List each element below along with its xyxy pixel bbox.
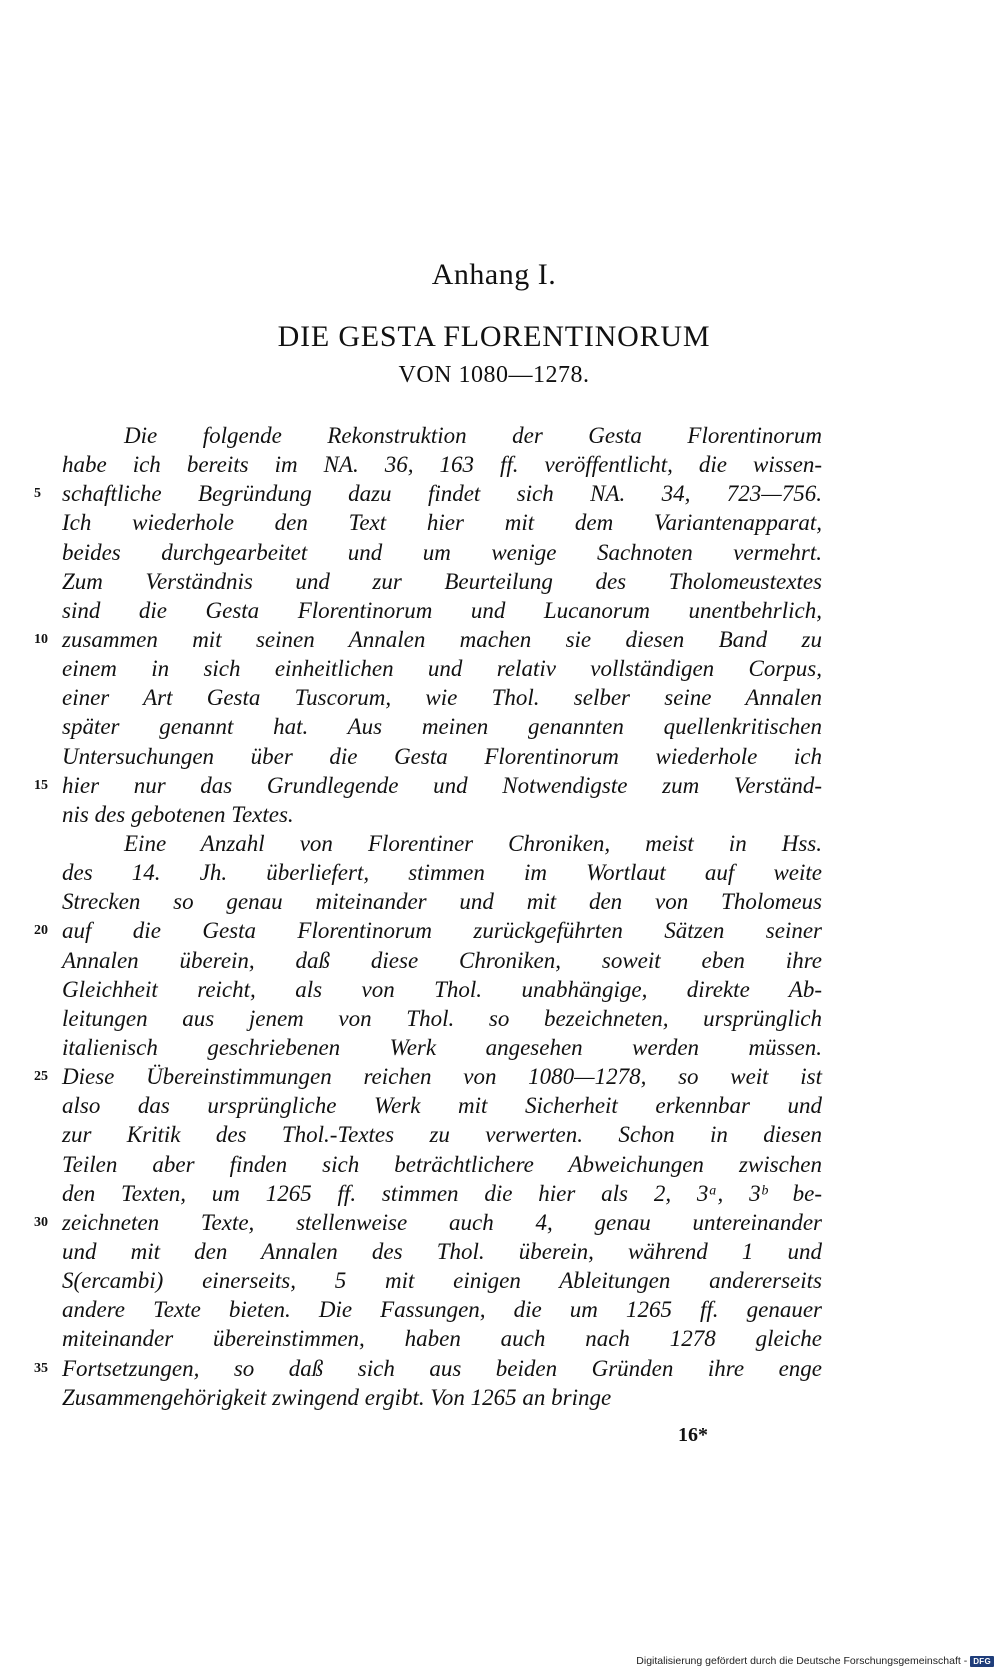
line-text: Diese Übereinstimmungen reichen von 1080—1278, so weit ist (62, 1064, 822, 1090)
line-number: 15 (34, 777, 48, 793)
line-text: zeichneten Texte, stellenweise auch 4, genau untereinander (62, 1209, 822, 1235)
text-line (62, 508, 822, 537)
line-text: Untersuchungen über die Gesta Florentinorum wiederhole ich (62, 743, 822, 769)
text-line (34, 1354, 822, 1383)
text-line (62, 421, 822, 450)
line-text: des 14. Jh. überliefert, stimmen im Wortlaut auf weite (62, 860, 822, 886)
text-line (62, 1237, 822, 1266)
line-text: zusammen mit seinen Annalen machen sie diesen Band zu (62, 626, 822, 652)
text-line (62, 1004, 822, 1033)
text-line (34, 771, 822, 800)
text-line (62, 1033, 822, 1062)
page-subtitle (0, 362, 1000, 389)
line-text: andere Texte bieten. Die Fassungen, die um 1265 ff. genauer (62, 1297, 822, 1323)
line-text: habe ich bereits im NA. 36, 163 ff. veröffentlicht, die wissen- (62, 452, 822, 478)
text-line (62, 800, 822, 829)
line-text: zur Kritik des Thol.-Textes zu verwerten. Schon in diesen (62, 1122, 822, 1148)
line-text: einem in sich einheitlichen und relativ vollständigen Corpus, (62, 656, 822, 682)
line-text: nis des gebotenen Textes. (62, 801, 294, 827)
dfg-logo: DFG (970, 1656, 994, 1667)
page-number: 16* (678, 1424, 708, 1446)
text-line (62, 1179, 822, 1208)
line-number: 5 (34, 486, 41, 502)
line-text: Fortsetzungen, so daß sich aus beiden Gründen ihre enge (62, 1355, 822, 1381)
text-line (62, 829, 822, 858)
text-line (62, 1266, 822, 1295)
text-line (62, 654, 822, 683)
text-line (62, 1295, 822, 1324)
text-line (62, 450, 822, 479)
line-text: Eine Anzahl von Florentiner Chroniken, meist in Hss. (124, 830, 822, 856)
line-text: Annalen überein, daß diese Chroniken, soweit eben ihre (62, 947, 822, 973)
line-text: Zusammengehörigkeit zwingend ergibt. Von 1265 an bringe (62, 1384, 612, 1410)
text-line (62, 1150, 822, 1179)
appendix-heading (0, 258, 1000, 292)
line-text: später genannt hat. Aus meinen genannten quellenkritischen (62, 714, 822, 740)
line-text: S(ercambi) einerseits, 5 mit einigen Ableitungen andererseits (62, 1268, 822, 1294)
line-text: schaftliche Begründung dazu findet sich NA. 34, 723—756. (62, 481, 822, 507)
line-text: und mit den Annalen des Thol. überein, während 1 und (62, 1238, 822, 1264)
text-line (62, 712, 822, 741)
text-line (34, 916, 822, 945)
line-text: sind die Gesta Florentinorum und Lucanorum unentbehrlich, (62, 597, 822, 623)
text-line (34, 1062, 822, 1091)
line-text: Gleichheit reicht, als von Thol. unabhängige, direkte Ab- (62, 976, 822, 1002)
text-line (62, 683, 822, 712)
page-title-line1: DIE GESTA FLORENTINORUM (277, 320, 711, 353)
text-line (62, 538, 822, 567)
text-line (62, 1324, 822, 1353)
text-line (62, 567, 822, 596)
line-text: Ich wiederhole den Text hier mit dem Variantenapparat, (62, 510, 822, 536)
line-text: beides durchgearbeitet und um wenige Sachnoten vermehrt. (62, 539, 822, 565)
line-number: 25 (34, 1069, 48, 1085)
line-text: hier nur das Grundlegende und Notwendigste zum Verständ- (62, 772, 822, 798)
line-number: 20 (34, 923, 48, 939)
page-title-line2: VON 1080—1278. (398, 362, 590, 388)
line-text: also das ursprüngliche Werk mit Sicherheit erkennbar und (62, 1093, 822, 1119)
line-text: leitungen aus jenem von Thol. so bezeichneten, ursprünglich (62, 1005, 822, 1031)
appendix-heading-text: Anhang I. (431, 258, 557, 291)
line-text: Die folgende Rekonstruktion der Gesta Florentinorum (124, 423, 822, 448)
text-line (62, 887, 822, 916)
line-number: 30 (34, 1214, 48, 1230)
text-line (34, 625, 822, 654)
body-text (34, 421, 822, 1412)
page-title (0, 320, 1000, 354)
text-line (62, 1091, 822, 1120)
line-text: einer Art Gesta Tuscorum, wie Thol. selber seine Annalen (62, 685, 822, 711)
text-line (34, 479, 822, 508)
text-line (34, 1208, 822, 1237)
text-line (62, 858, 822, 887)
line-text: auf die Gesta Florentinorum zurückgeführten Sätzen seiner (62, 918, 822, 944)
line-text: Strecken so genau miteinander und mit den von Tholomeus (62, 889, 822, 915)
line-number: 35 (34, 1360, 48, 1376)
line-text: italienisch geschriebenen Werk angesehen werden müssen. (62, 1034, 822, 1060)
text-line (62, 1383, 822, 1412)
line-text: den Texten, um 1265 ff. stimmen die hier als 2, 3ᵃ, 3ᵇ be- (62, 1180, 822, 1206)
text-line (62, 596, 822, 625)
text-line (62, 1120, 822, 1149)
digitization-credit-text: Digitalisierung gefördert durch die Deutsche Forschungsgemeinschaft - (636, 1655, 968, 1667)
line-text: Teilen aber finden sich beträchtlichere Abweichungen zwischen (62, 1151, 822, 1177)
digitization-credit (636, 1655, 994, 1667)
line-text: miteinander übereinstimmen, haben auch nach 1278 gleiche (62, 1326, 822, 1352)
text-line (62, 742, 822, 771)
line-number: 10 (34, 631, 48, 647)
text-line (62, 946, 822, 975)
text-line (62, 975, 822, 1004)
line-text: Zum Verständnis und zur Beurteilung des Tholomeustextes (62, 568, 822, 594)
